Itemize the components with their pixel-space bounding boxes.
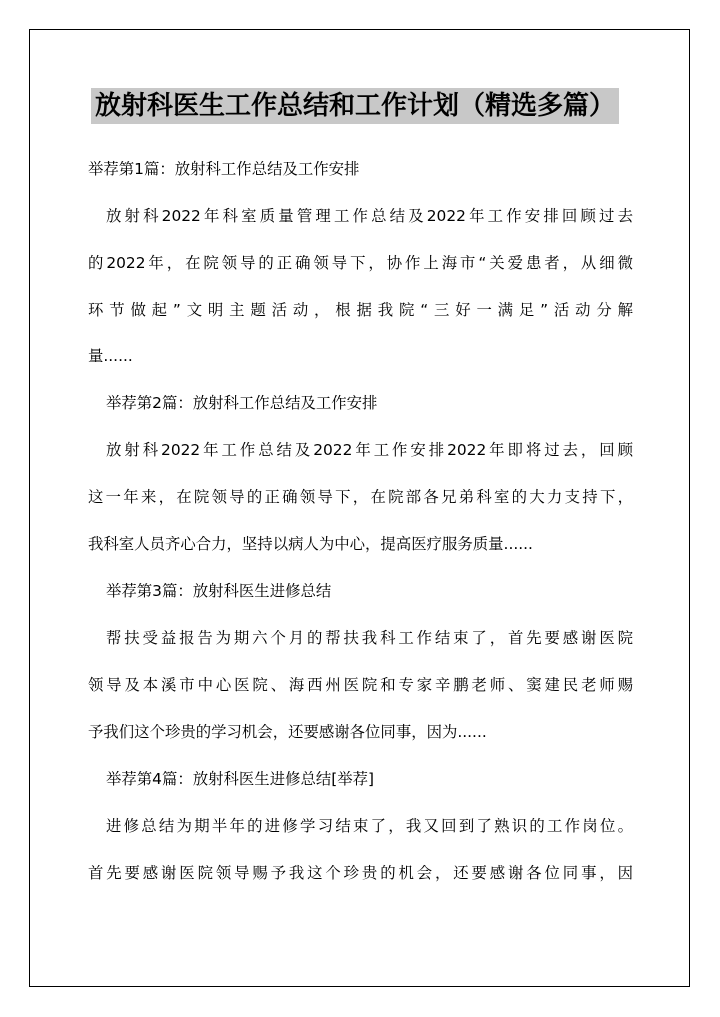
heading-recommend-3: 举荐第3篇：放射科医生进修总结: [106, 582, 332, 600]
heading-recommend-1: 举荐第1篇：放射科工作总结及工作安排: [88, 160, 360, 178]
paragraph-line: 量......: [88, 347, 133, 365]
document-title: 放射科医生工作总结和工作计划（精选多篇）: [91, 88, 619, 124]
paragraph-line: 帮扶受益报告为期六个月的帮扶我科工作结束了，首先要感谢医院: [106, 629, 633, 647]
paragraph-line: 环节做起”文明主题活动，根据我院“三好一满足”活动分解: [88, 301, 633, 319]
paragraph-line: 首先要感谢医院领导赐予我这个珍贵的机会，还要感谢各位同事，因: [88, 864, 633, 882]
heading-recommend-2: 举荐第2篇：放射科工作总结及工作安排: [106, 394, 378, 412]
paragraph-line: 予我们这个珍贵的学习机会，还要感谢各位同事，因为......: [88, 723, 487, 741]
paragraph-line: 的2022年，在院领导的正确领导下，协作上海市“关爱患者，从细微: [88, 254, 633, 272]
paragraph-line: 这一年来，在院领导的正确领导下，在院部各兄弟科室的大力支持下，: [88, 488, 633, 506]
heading-recommend-4: 举荐第4篇：放射科医生进修总结[举荐]: [106, 770, 375, 788]
paragraph-line: 放射科2022年工作总结及2022年工作安排2022年即将过去，回顾: [106, 441, 633, 459]
paragraph-line: 我科室人员齐心合力，坚持以病人为中心，提高医疗服务质量......: [88, 535, 533, 553]
paragraph-line: 放射科2022年科室质量管理工作总结及2022年工作安排回顾过去: [106, 207, 633, 225]
paragraph-line: 进修总结为期半年的进修学习结束了，我又回到了熟识的工作岗位。: [106, 817, 633, 835]
paragraph-line: 领导及本溪市中心医院、海西州医院和专家辛鹏老师、窦建民老师赐: [88, 676, 633, 694]
